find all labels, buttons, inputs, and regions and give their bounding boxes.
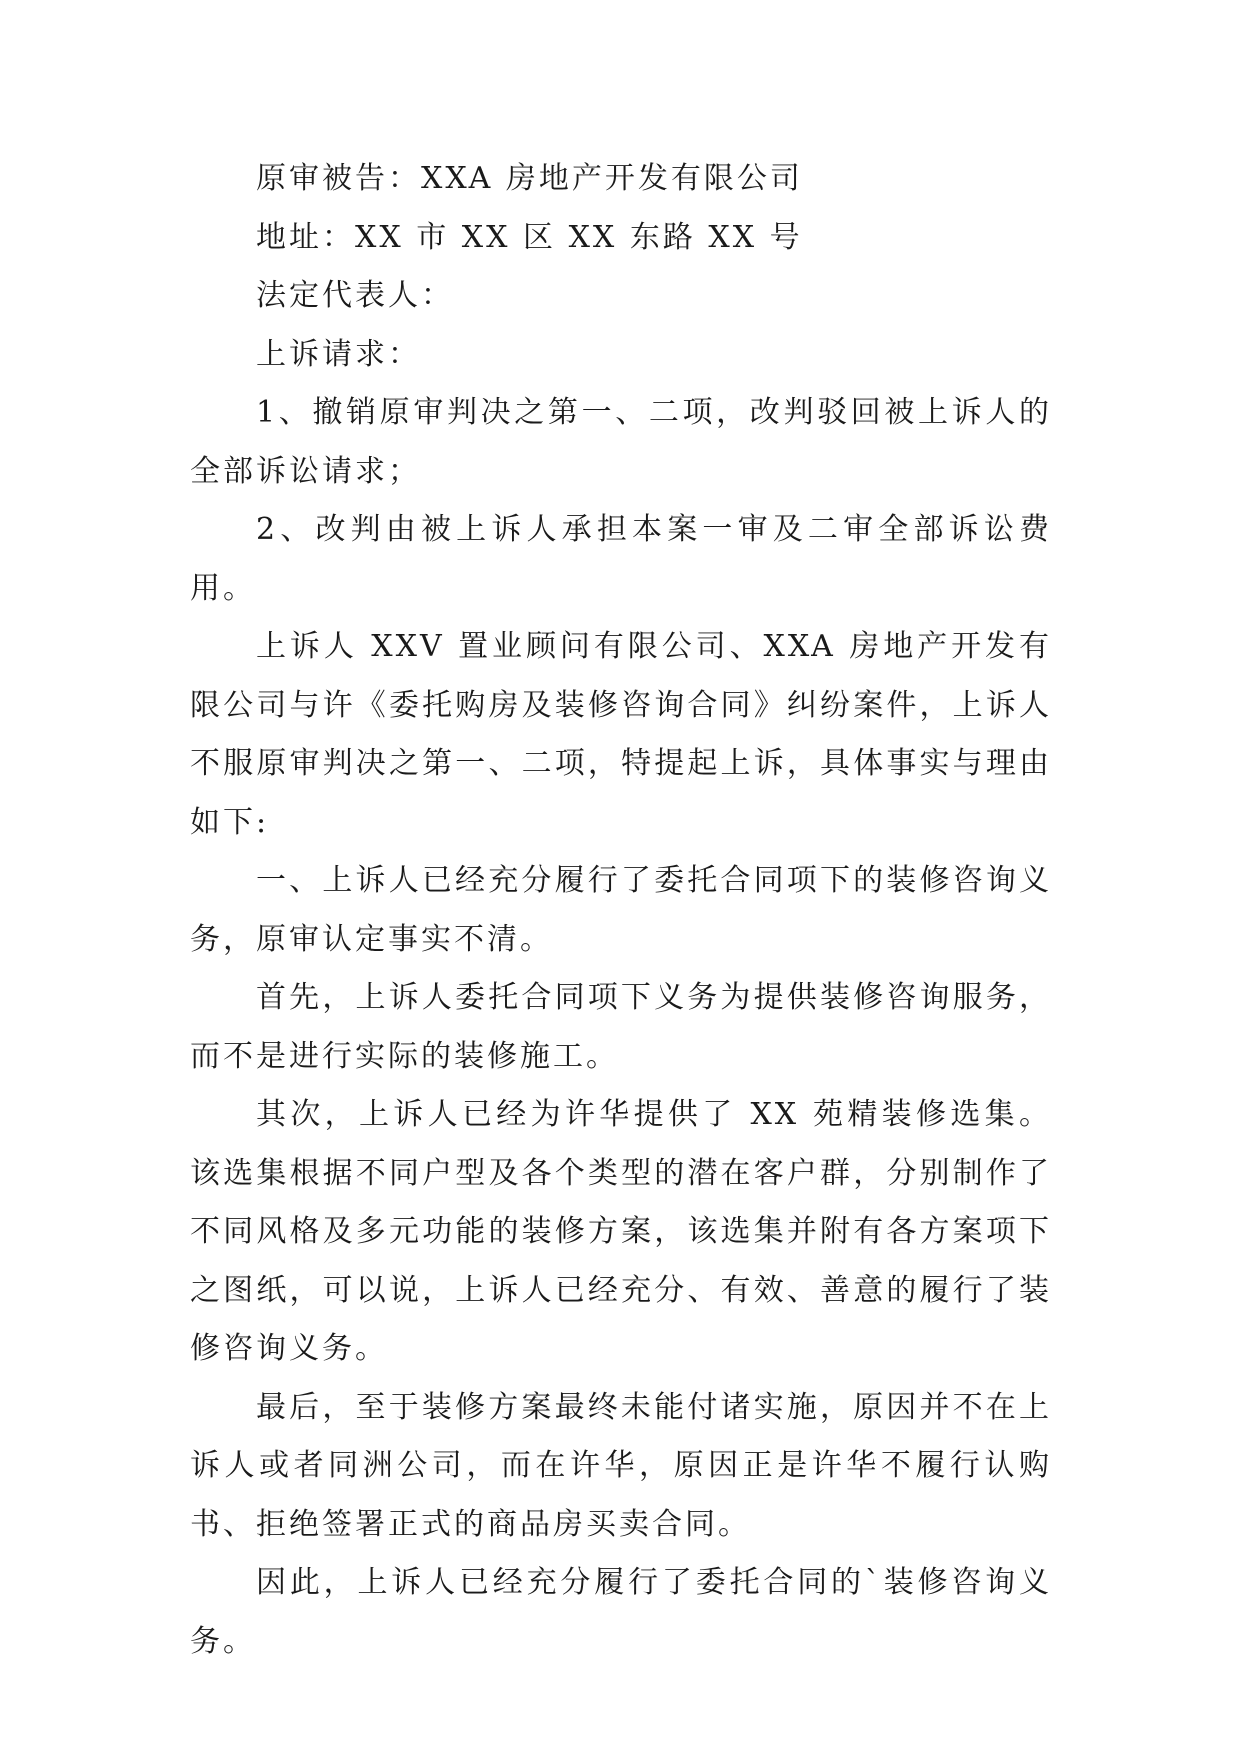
legal-representative-line: 法定代表人：: [256, 278, 454, 313]
request-item-1: 1、撤销原审判决之第一、二项，改判驳回被上诉人的全部诉讼请求；: [190, 395, 1052, 489]
reason-conclusion: 因此，上诉人已经充分履行了委托合同的`装修咨询义务。: [190, 1565, 1052, 1659]
reason-paragraph-first: 首先，上诉人委托合同项下义务为提供装修咨询服务，而不是进行实际的装修施工。: [190, 980, 1052, 1074]
reason-paragraph-last: 最后，至于装修方案最终未能付诸实施，原因并不在上诉人或者同洲公司，而在许华，原因正是许华不履行认购书、拒绝签署正式的商品房买卖合同。: [190, 1389, 1052, 1542]
address-line: 地址：XX 市 XX 区 XX 东路 XX 号: [256, 219, 803, 255]
reason-heading-1: 一、上诉人已经充分履行了委托合同项下的装修咨询义务，原审认定事实不清。: [190, 863, 1052, 957]
document-body: [190, 150, 1052, 1671]
appeal-requests-heading: 上诉请求：: [256, 336, 421, 372]
case-intro-paragraph: 上诉人 XXV 置业顾问有限公司、XXA 房地产开发有限公司与许《委托购房及装修咨询合同》纠纷案件，上诉人不服原审判决之第一、二项，特提起上诉，具体事实与理由如下:: [190, 629, 1052, 840]
appellee-name-line: 原审被告：XXA 房地产开发有限公司: [256, 161, 803, 196]
reason-paragraph-second: 其次，上诉人已经为许华提供了 XX 苑精装修选集。该选集根据不同户型及各个类型的潜在客户群，分别制作了不同风格及多元功能的装修方案，该选集并附有各方案项下之图纸，可以说，上诉人已经充分、有效、善意的履行了装修咨询义务。: [190, 1097, 1052, 1366]
request-item-2: 2、改判由被上诉人承担本案一审及二审全部诉讼费用。: [190, 512, 1052, 606]
